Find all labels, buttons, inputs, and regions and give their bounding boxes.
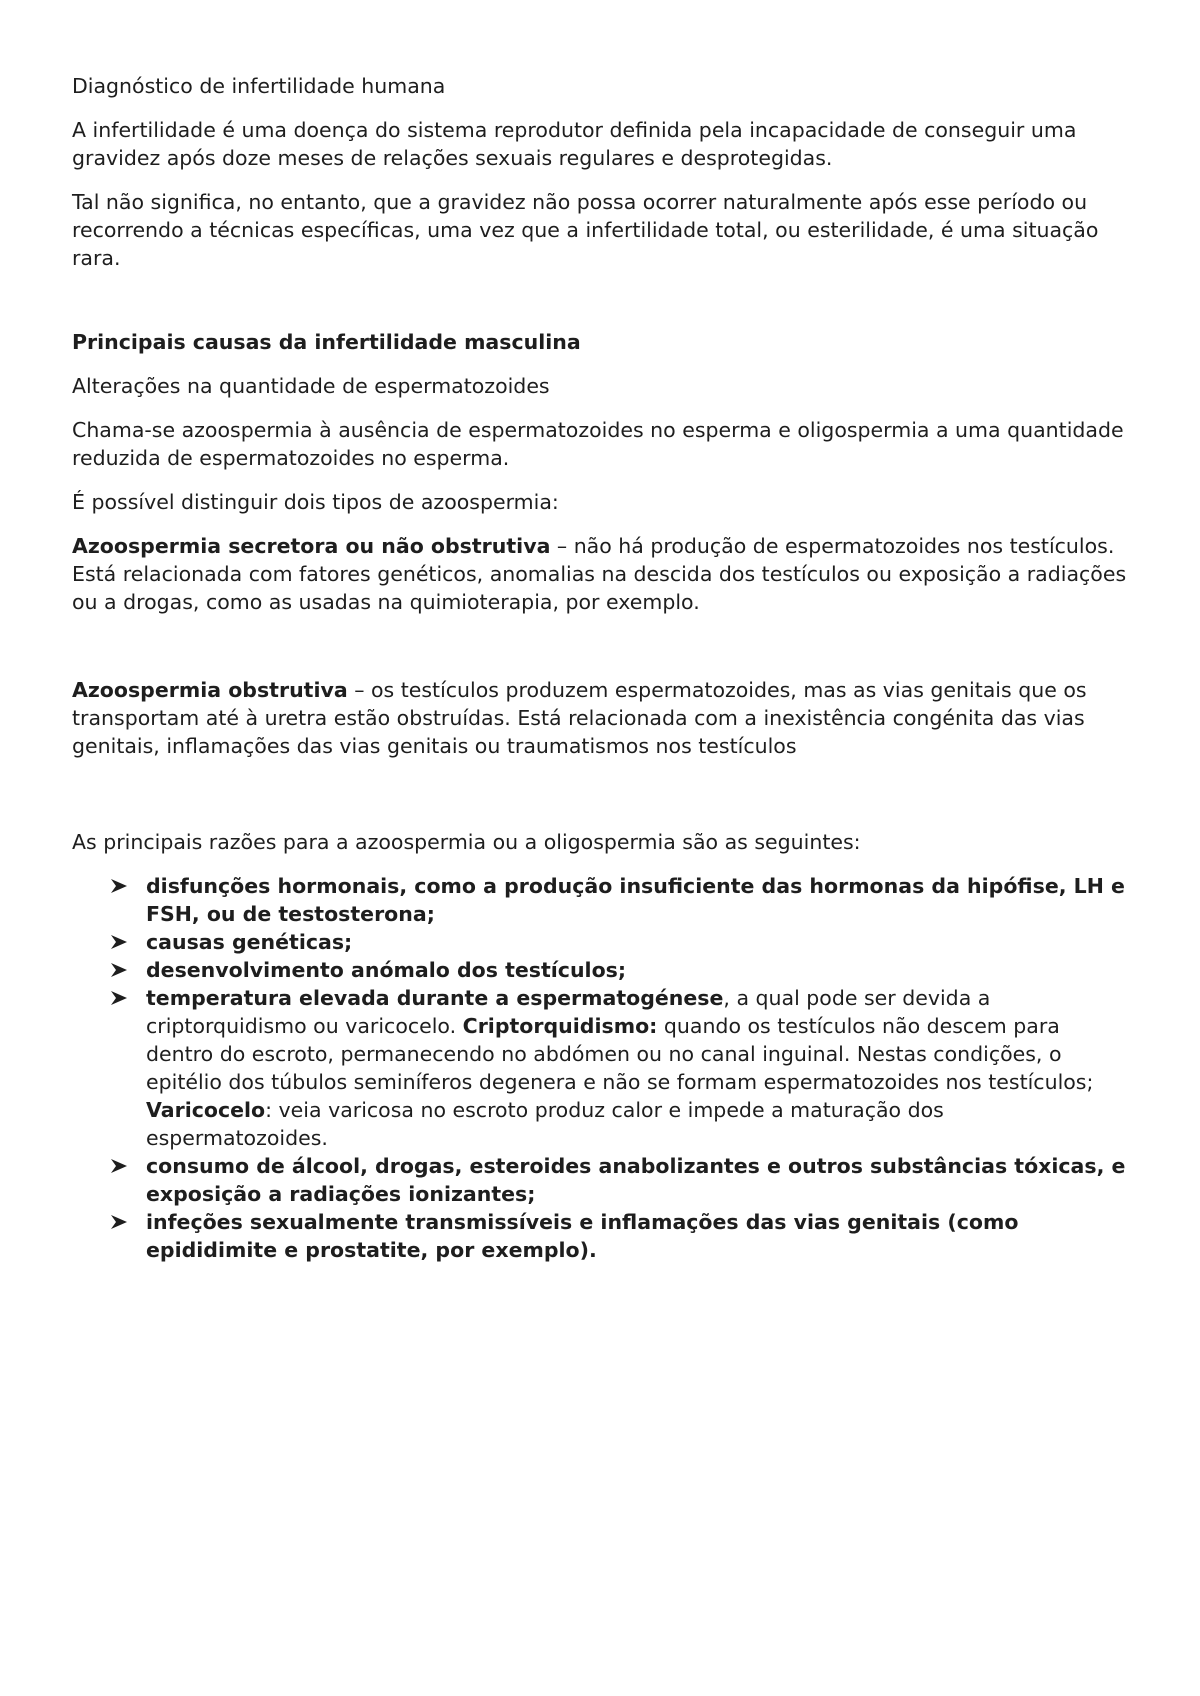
arrowhead-bullet-icon xyxy=(110,963,128,977)
types-intro: É possível distinguir dois tipos de azoospermia: xyxy=(72,490,559,514)
reasons-intro: As principais razões para a azoospermia ou a oligospermia são as seguintes: xyxy=(72,830,861,854)
obstructive-paragraph xyxy=(72,676,1132,760)
list-item-text: : veia varicosa no escroto produz calor e impede a maturação dos espermatozoides. xyxy=(146,1098,944,1150)
intro-paragraph-2: Tal não significa, no entanto, que a gravidez não possa ocorrer naturalmente após esse período ou recorrendo a técnicas específicas, uma vez que a infertilidade total, ou esterilidade, é uma situação rara. xyxy=(72,190,1099,270)
definition-paragraph: Chama-se azoospermia à ausência de espermatozoides no esperma e oligospermia a uma quantidade reduzida de espermatozoides no esperma. xyxy=(72,418,1124,470)
section-heading-text: Principais causas da infertilidade masculina xyxy=(72,330,581,354)
section-heading xyxy=(72,328,1132,356)
list-item-text: desenvolvimento anómalo dos testículos; xyxy=(146,958,627,982)
reasons-list xyxy=(72,872,1132,1264)
arrowhead-bullet-icon xyxy=(110,991,128,1005)
secretory-paragraph xyxy=(72,532,1132,616)
arrowhead-bullet-icon xyxy=(110,1215,128,1229)
list-item-text: quando os testículos não descem para dentro do escroto, permanecendo no abdómen ou no canal inguinal. Nestas condições, o epitélio dos túbulos seminíferos degenera e não se formam espermatozoides nos testículos; xyxy=(146,1014,1094,1094)
secretory-text: – não há produção de espermatozoides nos testículos. Está relacionada com fatores genéticos, anomalias na descida dos testículos ou exposição a radiações ou a drogas, como as usadas na quimioterapia, por exemplo. xyxy=(72,534,1127,614)
list-item-text: , a qual pode ser devida a criptorquidismo ou varicocelo. xyxy=(146,986,991,1038)
intro-paragraph-1: A infertilidade é uma doença do sistema reprodutor definida pela incapacidade de conseguir uma gravidez após doze meses de relações sexuais regulares e desprotegidas. xyxy=(72,118,1077,170)
list-item-bold-term: temperatura elevada durante a espermatogénese xyxy=(146,986,724,1010)
obstructive-term: Azoospermia obstrutiva xyxy=(72,678,348,702)
list-item xyxy=(72,1152,1132,1208)
list-item xyxy=(72,984,1132,1152)
arrowhead-bullet-icon xyxy=(110,879,128,893)
list-item xyxy=(72,928,1132,956)
varicocelo-term: Varicocelo xyxy=(146,1098,266,1122)
document-page xyxy=(72,72,1132,1264)
list-item xyxy=(72,956,1132,984)
arrowhead-bullet-icon xyxy=(110,935,128,949)
criptorquidismo-term: Criptorquidismo: xyxy=(462,1014,658,1038)
list-item-text: consumo de álcool, drogas, esteroides anabolizantes e outros substâncias tóxicas, e exposição a radiações ionizantes; xyxy=(146,1154,1126,1206)
list-item xyxy=(72,872,1132,928)
list-item-text: infeções sexualmente transmissíveis e inflamações das vias genitais (como epididimite e prostatite, por exemplo). xyxy=(146,1210,1019,1262)
list-item-text: causas genéticas; xyxy=(146,930,353,954)
list-item xyxy=(72,1208,1132,1264)
document-title: Diagnóstico de infertilidade humana xyxy=(72,74,446,98)
secretory-term: Azoospermia secretora ou não obstrutiva xyxy=(72,534,551,558)
subheading: Alterações na quantidade de espermatozoides xyxy=(72,374,550,398)
list-item-text: disfunções hormonais, como a produção insuficiente das hormonas da hipófise, LH e FSH, ou de testosterona; xyxy=(146,874,1125,926)
spacer xyxy=(72,776,1132,828)
spacer xyxy=(72,632,1132,676)
obstructive-text: – os testículos produzem espermatozoides, mas as vias genitais que os transportam até à uretra estão obstruídas. Está relacionada com a inexistência congénita das vias genitais, inflamações das vias genitais ou traumatismos nos testículos xyxy=(72,678,1087,758)
arrowhead-bullet-icon xyxy=(110,1159,128,1173)
spacer xyxy=(72,288,1132,328)
